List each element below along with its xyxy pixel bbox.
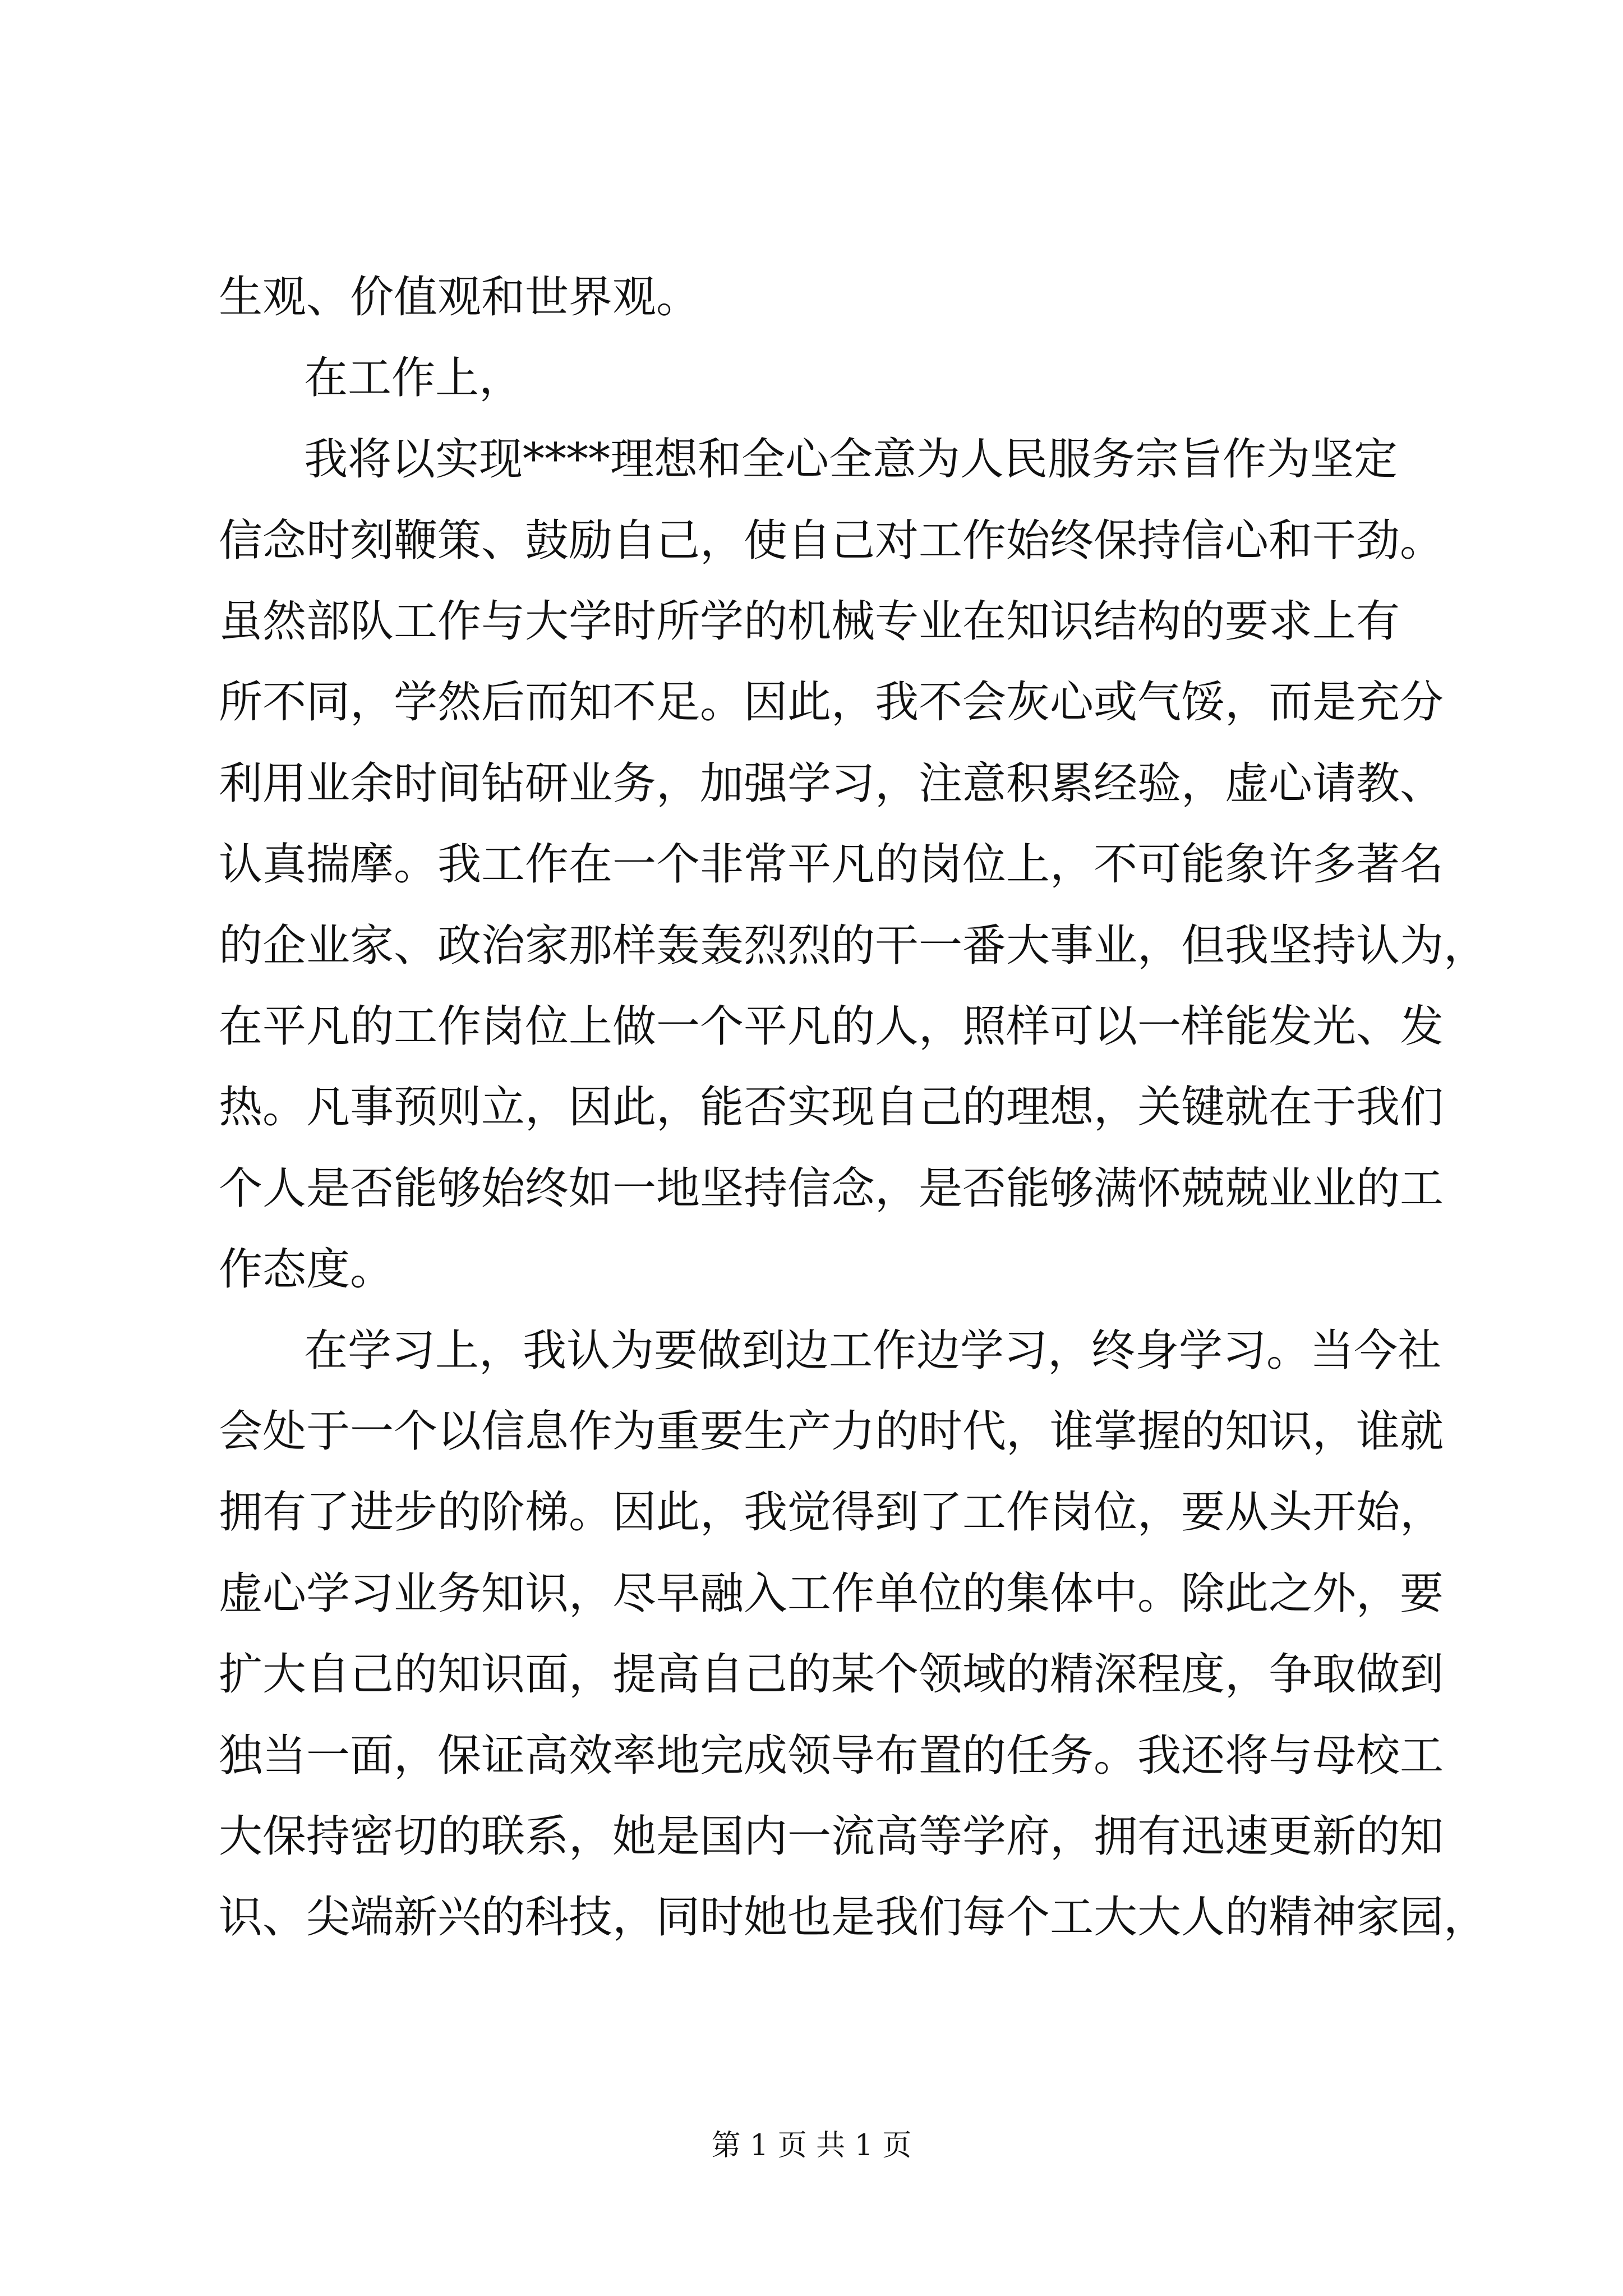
text-line: 独当一面，保证高效率地完成领导布置的任务。我还将与母校工 (219, 1731, 1444, 1781)
text-line: 在工作上， (304, 353, 523, 403)
text-line: 识、尖端新兴的科技，同时她也是我们每个工大大人的精神家园， (219, 1892, 1488, 1943)
text-line: 虚心学习业务知识，尽早融入工作单位的集体中。除此之外，要 (219, 1568, 1444, 1619)
text-line: 所不同，学然后而知不足。因此，我不会灰心或气馁，而是充分 (219, 677, 1444, 728)
text-line: 在平凡的工作岗位上做一个平凡的人，照样可以一样能发光、发 (219, 1001, 1444, 1052)
text-line: 信念时刻鞭策、鼓励自己，使自己对工作始终保持信心和干劲。 (219, 516, 1444, 566)
text-line: 生观、价值观和世界观。 (219, 272, 700, 323)
text-line: 会处于一个以信息作为重要生产力的时代，谁掌握的知识，谁就 (219, 1406, 1444, 1457)
text-line: 的企业家、政治家那样轰轰烈烈的干一番大事业，但我坚持认为， (219, 921, 1488, 971)
text-line: 热。凡事预则立，因此，能否实现自己的理想，关键就在于我们 (219, 1082, 1444, 1133)
page-footer: 第 1 页 共 1 页 (711, 2129, 912, 2162)
text-line: 个人是否能够始终如一地坚持信念，是否能够满怀兢兢业业的工 (219, 1163, 1444, 1214)
text-line: 认真揣摩。我工作在一个非常平凡的岗位上，不可能象许多著名 (219, 839, 1444, 890)
text-line: 扩大自己的知识面，提高自己的某个领域的精深程度，争取做到 (219, 1649, 1444, 1700)
text-line: 虽然部队工作与大学时所学的机械专业在知识结构的要求上有 (219, 596, 1400, 647)
text-line: 作态度。 (219, 1244, 394, 1295)
text-line: 拥有了进步的阶梯。因此，我觉得到了工作岗位，要从头开始， (219, 1487, 1444, 1538)
text-line: 我将以实现****理想和全心全意为人民服务宗旨作为坚定 (304, 434, 1398, 485)
text-line: 利用业余时间钻研业务，加强学习，注意积累经验，虚心请教、 (219, 758, 1444, 809)
text-line: 大保持密切的联系，她是国内一流高等学府，拥有迅速更新的知 (219, 1811, 1444, 1862)
text-line: 在学习上，我认为要做到边工作边学习，终身学习。当今社 (304, 1326, 1442, 1376)
